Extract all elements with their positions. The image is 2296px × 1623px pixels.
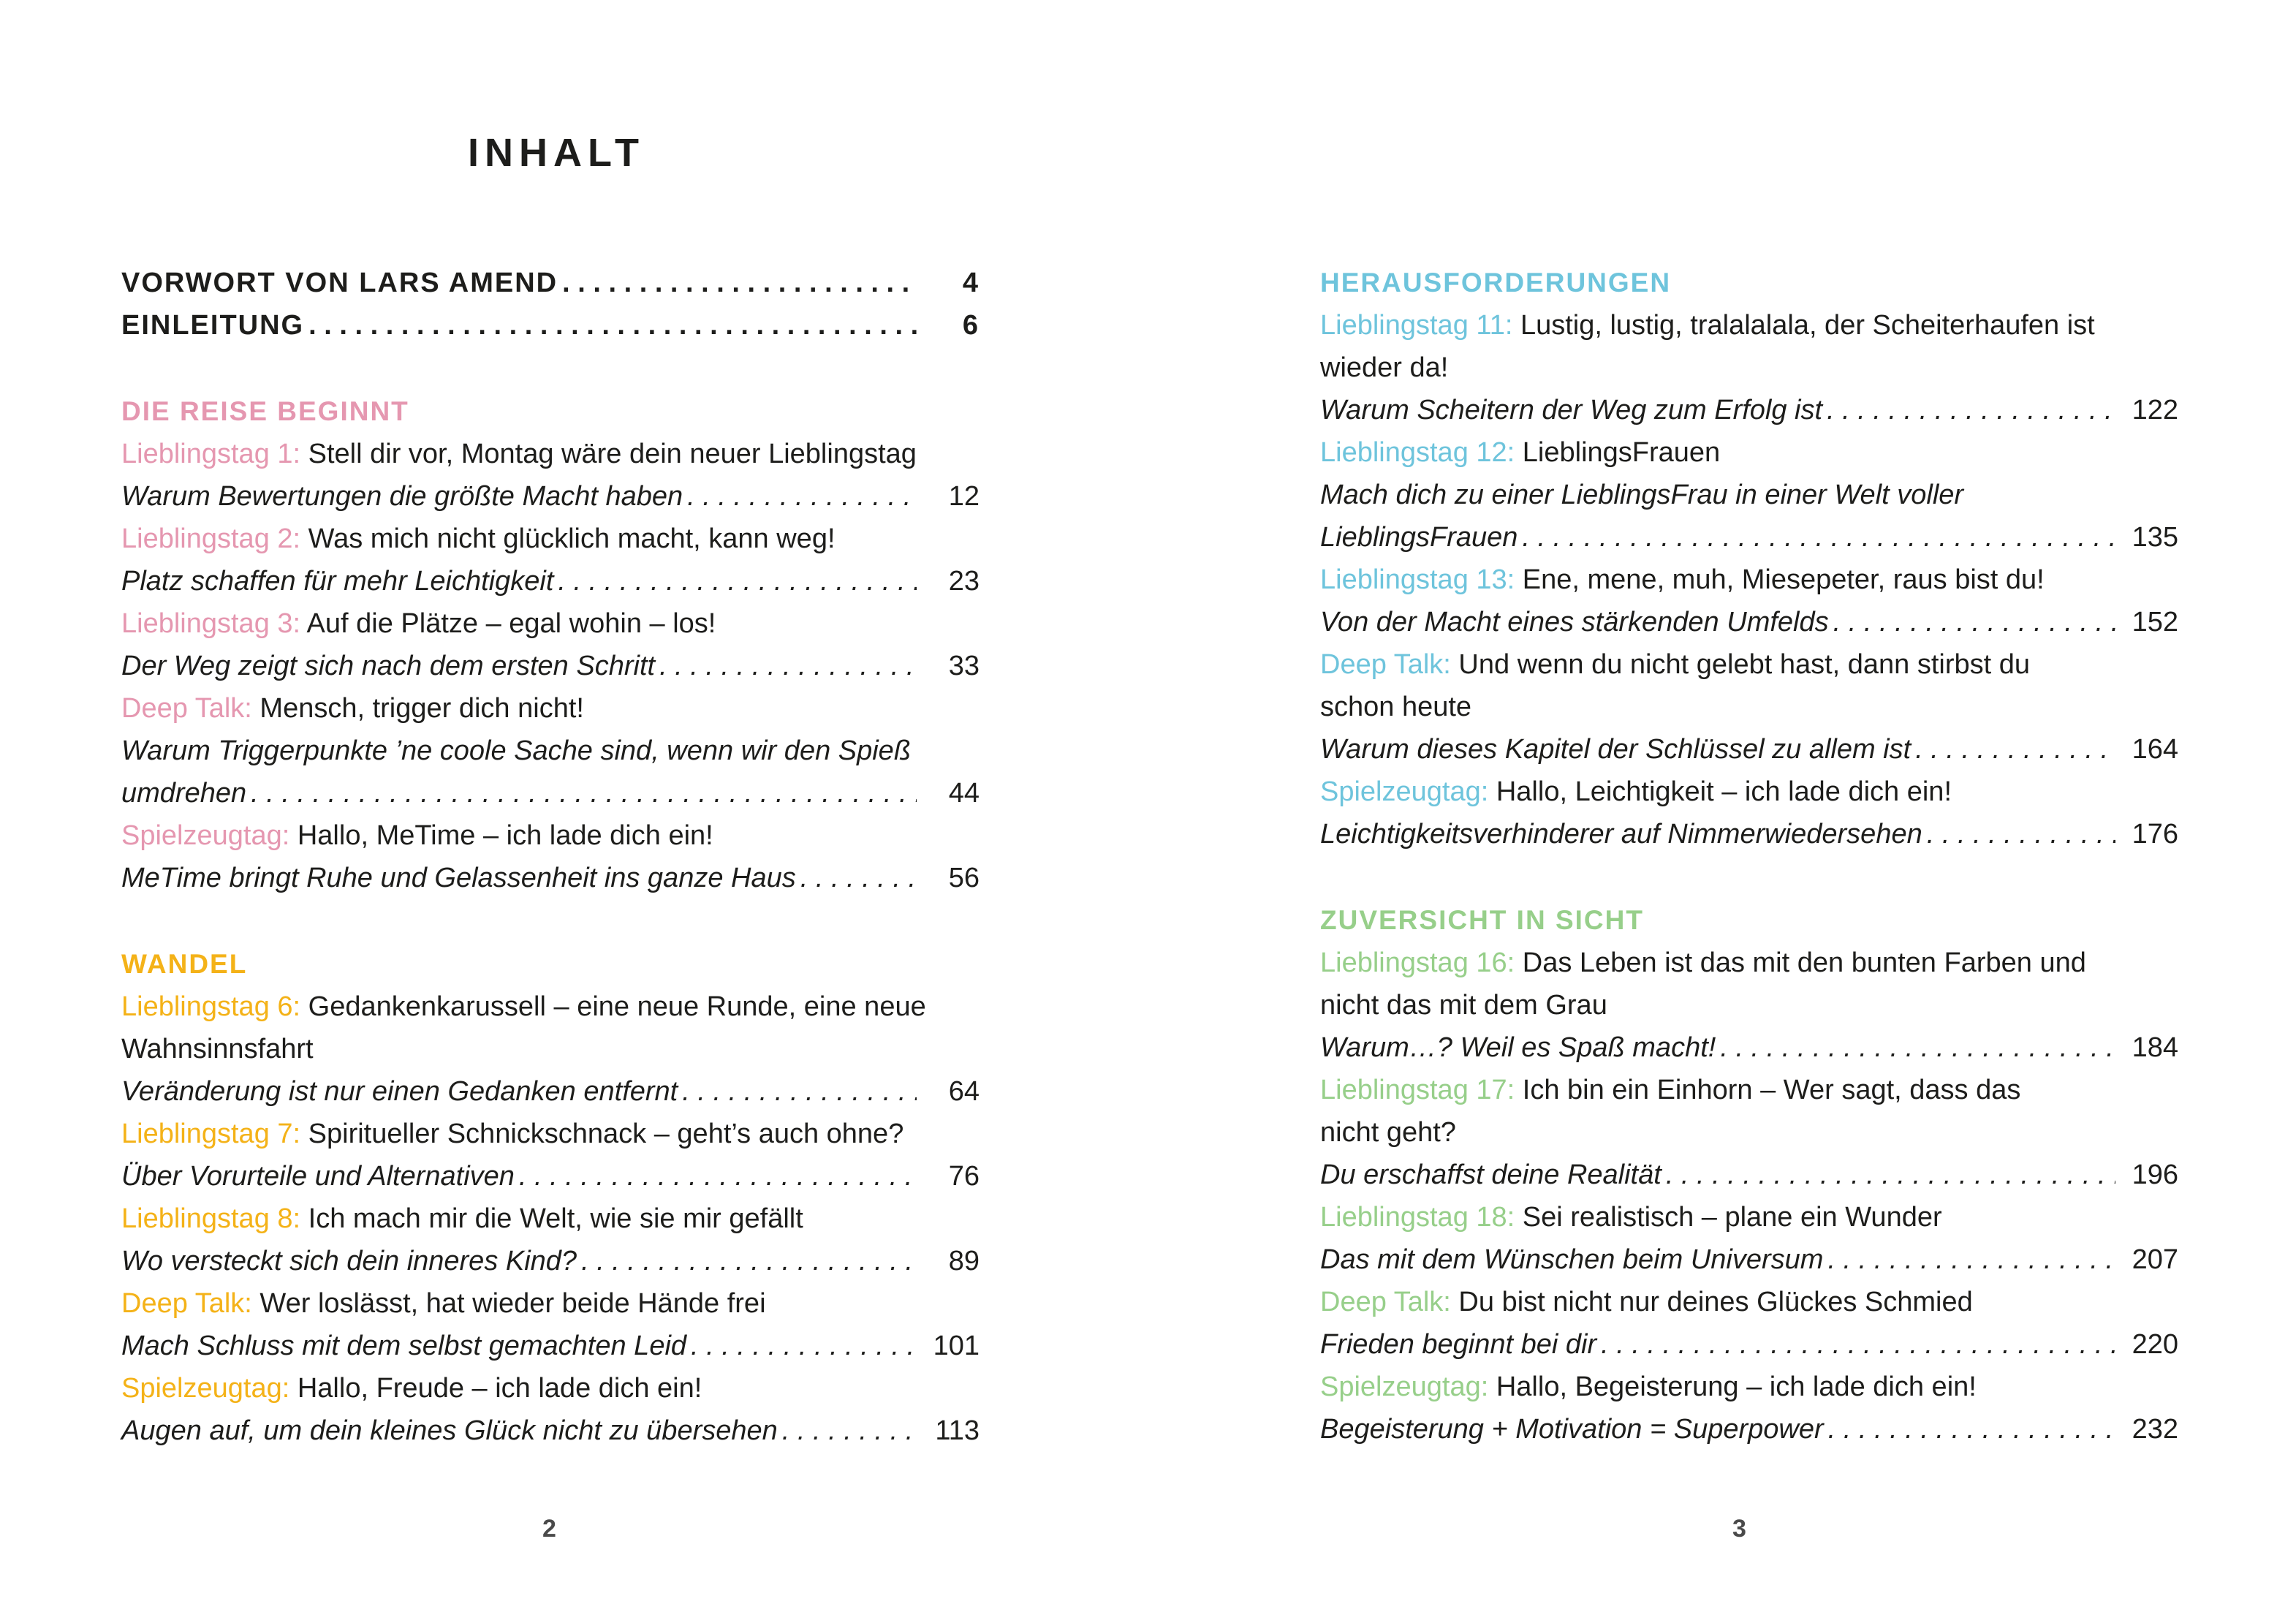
- entry-label: Lieblingstag 6:: [121, 991, 301, 1022]
- entry-subtitle: LieblingsFrauen: [1320, 522, 1518, 553]
- leader-dots: [1828, 1408, 2115, 1450]
- page-number: 89: [948, 1246, 980, 1276]
- entry-subtitle: Mach dich zu einer LieblingsFrau in einer Welt voller: [1320, 480, 1964, 510]
- leader-dots: [308, 304, 917, 347]
- section-heading: ZUVERSICHT IN SICHT: [1320, 905, 1644, 935]
- leader-dots: [1522, 516, 2115, 559]
- entry-title-cont: wieder da!: [1320, 352, 1449, 383]
- entry-subtitle: Veränderung ist nur einen Gedanken entfernt: [121, 1076, 678, 1107]
- section-herausforderungen: [1320, 262, 2178, 855]
- page-number: 23: [948, 566, 980, 597]
- entry-label: Spielzeugtag:: [121, 1373, 290, 1404]
- page-number: 33: [948, 651, 980, 681]
- page-number: 4: [962, 268, 980, 298]
- toc-entry[interactable]: [1320, 304, 2178, 431]
- entry-label: Deep Talk:: [1320, 1287, 1451, 1317]
- page-number: 113: [935, 1415, 980, 1446]
- section-heading: DIE REISE BEGINNT: [121, 396, 409, 426]
- toc-entry-einleitung[interactable]: [121, 304, 980, 347]
- entry-title: Stell dir vor, Montag wäre dein neuer Lieblingstag: [308, 439, 917, 469]
- entry-subtitle: MeTime bringt Ruhe und Gelassenheit ins ganze Haus: [121, 863, 796, 893]
- leader-dots: [562, 262, 917, 304]
- entry-label: Lieblingstag 1:: [121, 439, 301, 469]
- entry-title: Du bist nicht nur deines Glückes Schmied: [1458, 1287, 1973, 1317]
- section-heading: WANDEL: [121, 949, 248, 979]
- entry-label: Lieblingstag 2:: [121, 523, 301, 554]
- leader-dots: [1915, 728, 2115, 771]
- leader-dots: [1720, 1026, 2115, 1069]
- page-number: 232: [2132, 1414, 2178, 1445]
- entry-label: Deep Talk:: [121, 1288, 252, 1319]
- leader-dots: [800, 857, 917, 899]
- entry-title: Hallo, Begeisterung – ich lade dich ein!: [1496, 1372, 1977, 1402]
- entry-label: Lieblingstag 17:: [1320, 1075, 1515, 1105]
- leader-dots: [519, 1155, 917, 1198]
- toc-entry-vorwort[interactable]: [121, 262, 980, 304]
- entry-subtitle: Warum Triggerpunkte ’ne coole Sache sind, wenn wir den Spieß: [121, 735, 912, 766]
- entry-title: Hallo, Leichtigkeit – ich lade dich ein!: [1496, 776, 1952, 807]
- entry-label: Lieblingstag 18:: [1320, 1202, 1515, 1233]
- toc-entry[interactable]: [121, 1113, 980, 1198]
- page-number: 176: [2132, 819, 2178, 850]
- entry-label: Lieblingstag 8:: [121, 1203, 301, 1234]
- page-number: 152: [2132, 607, 2178, 638]
- toc-entry[interactable]: [1320, 1366, 2178, 1450]
- toc-entry[interactable]: [1320, 643, 2178, 771]
- section-die-reise-beginnt: [121, 390, 980, 899]
- entry-title-cont: nicht das mit dem Grau: [1320, 990, 1607, 1021]
- entry-subtitle: Der Weg zeigt sich nach dem ersten Schritt: [121, 651, 656, 681]
- page-number: 56: [948, 863, 980, 893]
- toc-entry[interactable]: [121, 814, 980, 899]
- entry-title: Das Leben ist das mit den bunten Farben und: [1522, 947, 2086, 978]
- toc-column-right: [1320, 262, 2178, 1450]
- leader-dots: [1666, 1154, 2115, 1196]
- page-number: 6: [962, 310, 980, 341]
- page-number: 196: [2132, 1159, 2178, 1190]
- section-heading: HERAUSFORDERUNGEN: [1320, 268, 1672, 298]
- entry-title: Und wenn du nicht gelebt hast, dann stirbst du: [1458, 649, 2031, 680]
- entry-subtitle: Von der Macht eines stärkenden Umfelds: [1320, 607, 1829, 638]
- entry-subtitle: Warum Scheitern der Weg zum Erfolg ist: [1320, 395, 1823, 425]
- entry-subtitle: Frieden beginnt bei dir: [1320, 1329, 1597, 1360]
- entry-title: Gedankenkarussell – eine neue Runde, eine neue: [308, 991, 926, 1022]
- leader-dots: [1827, 1238, 2115, 1281]
- entry-label: Spielzeugtag:: [1320, 776, 1489, 807]
- entry-subtitle: Über Vorurteile und Alternativen: [121, 1161, 515, 1192]
- leader-dots: [1927, 813, 2115, 855]
- entry-title: Auf die Plätze – egal wohin – los!: [306, 608, 716, 639]
- entry-label: Spielzeugtag:: [121, 820, 290, 851]
- toc-entry[interactable]: [121, 602, 980, 687]
- entry-subtitle: Platz schaffen für mehr Leichtigkeit: [121, 566, 554, 597]
- entry-title-cont: Wahnsinnsfahrt: [121, 1034, 314, 1064]
- leader-dots: [691, 1325, 917, 1367]
- toc-entry[interactable]: [121, 1367, 980, 1452]
- page-number: 135: [2132, 522, 2178, 553]
- entry-subtitle: Warum Bewertungen die größte Macht haben: [121, 481, 683, 512]
- entry-label: Lieblingstag 13:: [1320, 564, 1515, 595]
- leader-dots: [659, 645, 917, 687]
- entry-subtitle: Augen auf, um dein kleines Glück nicht zu übersehen: [121, 1415, 778, 1446]
- toc-entry[interactable]: [1320, 1196, 2178, 1281]
- toc-column-left: [121, 262, 980, 1452]
- toc-entry[interactable]: [1320, 942, 2178, 1069]
- leader-dots: [1833, 601, 2115, 643]
- toc-title: INHALT: [468, 131, 645, 175]
- entry-subtitle: Warum dieses Kapitel der Schlüssel zu allem ist: [1320, 734, 1912, 765]
- leader-dots: [251, 772, 917, 814]
- page-number: 64: [948, 1076, 980, 1107]
- toc-entry[interactable]: [121, 433, 980, 518]
- toc-entry[interactable]: [121, 985, 980, 1113]
- entry-subtitle: Wo versteckt sich dein inneres Kind?: [121, 1246, 577, 1276]
- entry-label: Spielzeugtag:: [1320, 1372, 1489, 1402]
- page-number: 12: [948, 481, 980, 512]
- page-folio: 2: [542, 1515, 556, 1543]
- toc-entry[interactable]: [1320, 771, 2178, 855]
- leader-dots: [581, 1240, 917, 1282]
- entry-title: Spiritueller Schnickschnack – geht’s auch ohne?: [308, 1119, 904, 1149]
- entry-subtitle: Das mit dem Wünschen beim Universum: [1320, 1244, 1824, 1275]
- entry-title: Ich mach mir die Welt, wie sie mir gefällt: [308, 1203, 803, 1234]
- leader-dots: [687, 475, 917, 518]
- page-number: 164: [2132, 734, 2178, 765]
- toc-entry[interactable]: [121, 518, 980, 602]
- entry-label: Deep Talk:: [121, 693, 252, 724]
- entry-title: VORWORT VON LARS AMEND: [121, 268, 558, 298]
- entry-title: Hallo, Freude – ich lade dich ein!: [297, 1373, 702, 1404]
- entry-subtitle: umdrehen: [121, 778, 247, 809]
- page-folio: 3: [1732, 1515, 1746, 1543]
- entry-subtitle: Begeisterung + Motivation = Superpower: [1320, 1414, 1824, 1445]
- entry-label: Lieblingstag 3:: [121, 608, 301, 639]
- entry-title: LieblingsFrauen: [1522, 437, 1721, 468]
- entry-title: Was mich nicht glücklich macht, kann weg!: [308, 523, 836, 554]
- front-matter: [121, 262, 980, 347]
- entry-label: Lieblingstag 12:: [1320, 437, 1515, 468]
- entry-label: Lieblingstag 16:: [1320, 947, 1515, 978]
- page-number: 44: [948, 778, 980, 809]
- section-wandel: [121, 943, 980, 1452]
- entry-title: Wer loslässt, hat wieder beide Hände frei: [259, 1288, 766, 1319]
- leader-dots: [682, 1070, 917, 1113]
- toc-entry[interactable]: [1320, 1069, 2178, 1196]
- leader-dots: [1827, 389, 2115, 431]
- page-number: 207: [2132, 1244, 2178, 1275]
- page-number: 76: [948, 1161, 980, 1192]
- entry-title: Ich bin ein Einhorn – Wer sagt, dass das: [1522, 1075, 2021, 1105]
- page-number: 101: [933, 1331, 980, 1361]
- entry-title: Hallo, MeTime – ich lade dich ein!: [297, 820, 713, 851]
- section-zuversicht-in-sicht: [1320, 899, 2178, 1450]
- entry-label: Lieblingstag 7:: [121, 1119, 301, 1149]
- leader-dots: [558, 560, 917, 602]
- entry-title: Sei realistisch – plane ein Wunder: [1522, 1202, 1942, 1233]
- entry-subtitle: Mach Schluss mit dem selbst gemachten Leid: [121, 1331, 687, 1361]
- page-number: 122: [2132, 395, 2178, 425]
- entry-title-cont: nicht geht?: [1320, 1117, 1456, 1148]
- page-number: 184: [2132, 1032, 2178, 1063]
- entry-title: Ene, mene, muh, Miesepeter, raus bist du!: [1522, 564, 2045, 595]
- entry-subtitle: Warum…? Weil es Spaß macht!: [1320, 1032, 1716, 1063]
- toc-entry[interactable]: [121, 1282, 980, 1367]
- toc-entry[interactable]: [1320, 431, 2178, 559]
- toc-entry[interactable]: [1320, 559, 2178, 643]
- toc-entry[interactable]: [121, 1198, 980, 1282]
- right-page: [1148, 0, 2296, 1623]
- entry-subtitle: Du erschaffst deine Realität: [1320, 1159, 1662, 1190]
- entry-label: Deep Talk:: [1320, 649, 1451, 680]
- entry-title: Lustig, lustig, tralalalala, der Scheiterhaufen ist: [1520, 310, 2095, 341]
- entry-title: Mensch, trigger dich nicht!: [259, 693, 584, 724]
- page-number: 220: [2132, 1329, 2178, 1360]
- leader-dots: [1601, 1323, 2115, 1366]
- entry-label: Lieblingstag 11:: [1320, 310, 1513, 341]
- entry-subtitle: Leichtigkeitsverhinderer auf Nimmerwiedersehen: [1320, 819, 1922, 850]
- entry-title: EINLEITUNG: [121, 310, 305, 341]
- toc-entry[interactable]: [1320, 1281, 2178, 1366]
- entry-title-cont: schon heute: [1320, 692, 1472, 722]
- toc-entry[interactable]: [121, 687, 980, 814]
- leader-dots: [782, 1410, 917, 1452]
